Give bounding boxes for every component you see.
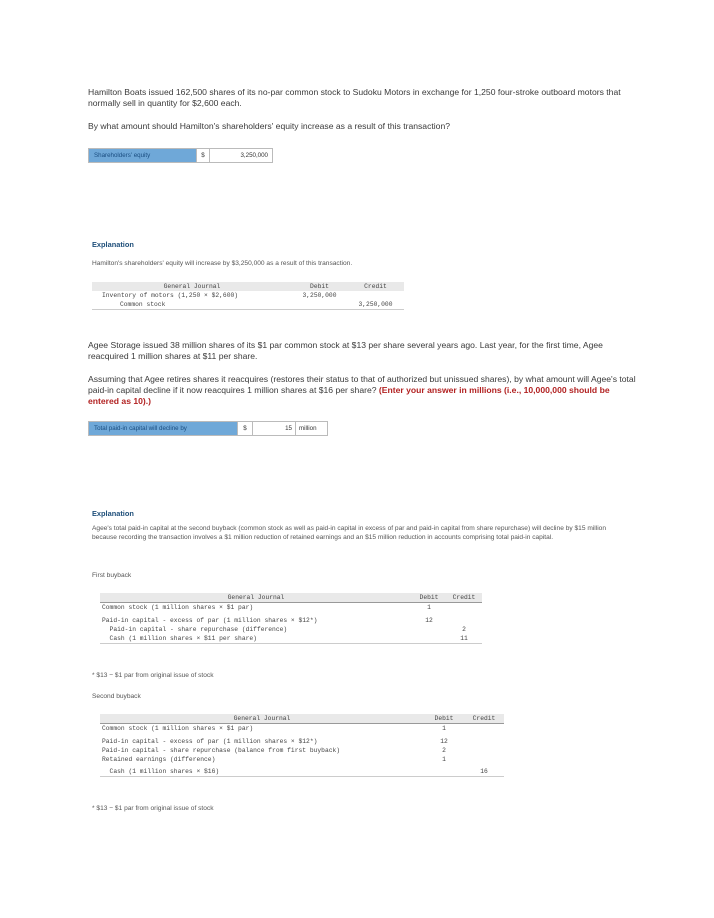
journal-account: Retained earnings (difference) [102, 756, 216, 763]
journal-credit [464, 746, 504, 755]
q1-question: Hamilton Boats issued 162,500 shares of its no-par common stock to Sudoku Motors in exchange for 1,250 four-stroke outboard motors that normally sell in quantity for $2,600 each. [88, 87, 621, 108]
journal-debit [412, 625, 446, 634]
q1-journal [92, 282, 404, 310]
q1-answer-label: Shareholders' equity [89, 149, 196, 162]
q1-explanation-text: Hamilton's shareholders' equity will increase by $3,250,000 as a result of this transaction. [92, 260, 353, 267]
q2-prompt-main: Assuming that Agee retires shares it reacquires (restores their status to that of authorized but unissued shares), by what amount will Agee's total paid-in capital decline if it now reacquires 1 million shares at $16 per share? [88, 374, 636, 395]
journal-account: Common stock [92, 300, 292, 310]
journal-header-title: General Journal [100, 714, 424, 724]
q2-answer-label: Total paid-in capital will decline by [89, 422, 237, 435]
journal-credit: 11 [446, 634, 482, 644]
journal-debit [292, 300, 347, 310]
journal-header-debit: Debit [412, 593, 446, 603]
journal-debit: 2 [442, 747, 446, 754]
journal-account: Inventory of motors (1,250 × $2,600) [102, 292, 239, 299]
journal-header-title: General Journal [92, 282, 292, 291]
journal-account: Paid-in capital - share repurchase (difference) [102, 626, 288, 633]
journal-credit: 16 [464, 767, 504, 777]
q1-answer-row [88, 148, 273, 163]
journal-debit: 1 [424, 724, 464, 734]
q1-answer-currency: $ [196, 149, 209, 162]
first-buyback-footnote: * $13 − $1 par from original issue of stock [92, 672, 214, 679]
first-buyback-journal [100, 593, 482, 644]
journal-header-credit: Credit [446, 593, 482, 603]
journal-credit: 3,250,000 [347, 300, 404, 310]
second-buyback-journal [100, 714, 504, 777]
journal-account: Common stock (1 million shares × $1 par) [100, 724, 424, 734]
journal-credit [464, 737, 504, 746]
q1-answer-input[interactable]: 3,250,000 [209, 149, 272, 162]
q2-explanation-heading: Explanation [92, 509, 134, 518]
q2-explanation-text: Agee's total paid-in capital at the second buyback (common stock as well as paid-in capital in excess of par and paid-in capital from share repurchase) will decline by $15 million because recording the transaction involves a $1 million reduction of retained earnings and an $15 million reduction in accounts comprising total paid-in capital. [92, 525, 607, 541]
journal-debit [412, 634, 446, 644]
journal-account: Paid-in capital - share repurchase (balance from first buyback) [102, 747, 341, 754]
journal-account: Paid-in capital - excess of par (1 million shares × $12*) [102, 738, 318, 745]
q2-prompt [88, 374, 636, 407]
q2-answer-unit: million [295, 422, 327, 435]
journal-header-debit: Debit [292, 282, 347, 291]
journal-header-credit: Credit [347, 282, 404, 291]
journal-header-credit: Credit [464, 714, 504, 724]
journal-header-title: General Journal [100, 593, 412, 603]
journal-credit: 2 [462, 626, 466, 633]
q2-question: Agee Storage issued 38 million shares of its $1 par common stock at $13 per share several years ago. Last year, for the first time, Agee reacquired 1 million shares at $11 per share. [88, 340, 603, 361]
q2-answer-row [88, 421, 328, 436]
journal-account: Common stock (1 million shares × $1 par) [100, 603, 412, 613]
journal-debit: 1 [412, 603, 446, 613]
journal-credit [446, 603, 482, 613]
journal-credit [446, 616, 482, 625]
journal-credit [464, 755, 504, 764]
second-buyback-footnote: * $13 − $1 par from original issue of stock [92, 805, 214, 812]
journal-credit [347, 291, 404, 300]
q2-answer-input[interactable]: 15 [252, 422, 295, 435]
journal-header-debit: Debit [424, 714, 464, 724]
second-buyback-title: Second buyback [92, 693, 141, 700]
journal-account: Cash (1 million shares × $16) [100, 767, 424, 777]
q2-answer-currency: $ [237, 422, 252, 435]
journal-debit: 1 [442, 756, 446, 763]
journal-account: Paid-in capital - excess of par (1 million shares × $12*) [102, 617, 318, 624]
q1-prompt: By what amount should Hamilton's shareholders' equity increase as a result of this transaction? [88, 121, 451, 131]
journal-debit: 12 [425, 617, 433, 624]
journal-credit [464, 724, 504, 734]
first-buyback-title: First buyback [92, 572, 132, 579]
journal-debit [424, 767, 464, 777]
q2-prompt-instruction: (Enter your answer in millions (i.e., 10,000,000 should be entered as 10).) [88, 385, 610, 406]
journal-debit: 12 [440, 738, 448, 745]
journal-debit: 3,250,000 [302, 292, 337, 299]
q1-explanation-heading: Explanation [92, 240, 134, 249]
journal-account: Cash (1 million shares × $11 per share) [100, 634, 412, 644]
